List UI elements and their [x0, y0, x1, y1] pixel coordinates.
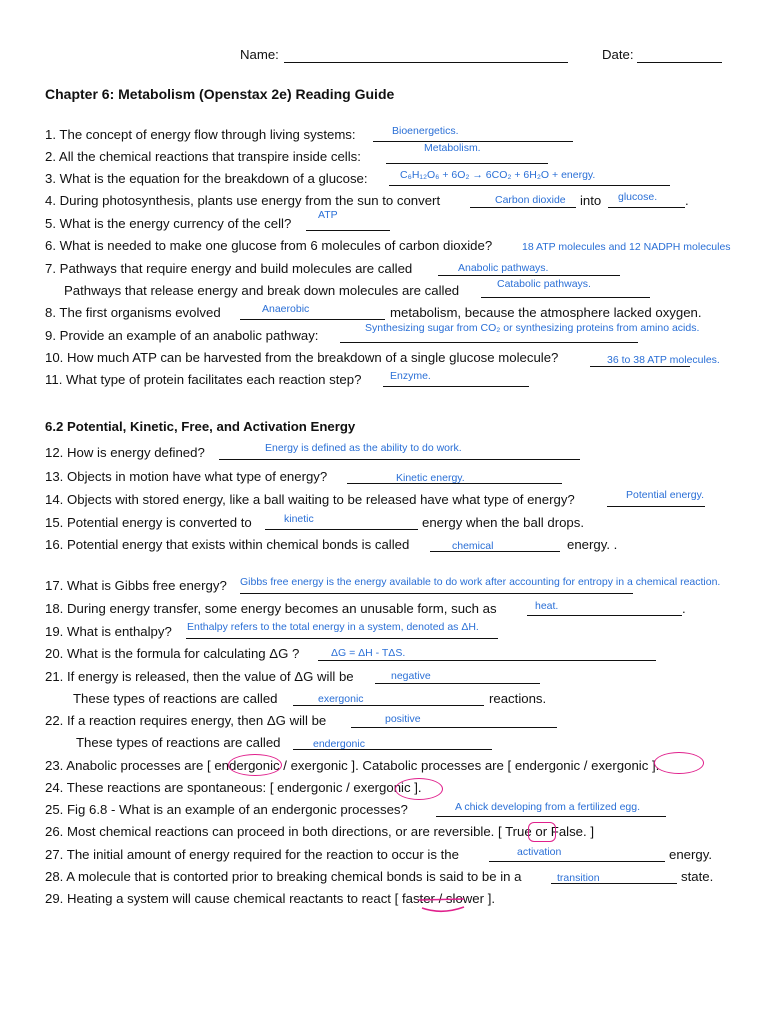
- question-22: 22. If a reaction requires energy, then ΔG will be: [45, 713, 327, 728]
- answer-17: Gibbs free energy is the energy available to do work after accounting for entropy in a chemical reaction.: [240, 576, 721, 588]
- question-16: 16. Potential energy that exists within chemical bonds is called: [45, 537, 410, 552]
- question-27-end: energy.: [669, 847, 713, 862]
- answer-line-16[interactable]: [430, 551, 560, 552]
- question-18-end: .: [682, 601, 686, 616]
- answer-27: activation: [517, 846, 562, 858]
- answer-10: 36 to 38 ATP molecules.: [607, 354, 720, 366]
- answer-7a: Anabolic pathways.: [458, 262, 549, 274]
- page-title: Chapter 6: Metabolism (Openstax 2e) Reading Guide: [45, 86, 395, 102]
- question-15: 15. Potential energy is converted to: [45, 515, 252, 530]
- question-28: 28. A molecule that is contorted prior to breaking chemical bonds is said to be in a: [45, 869, 522, 884]
- question-2: 2. All the chemical reactions that transpire inside cells:: [45, 149, 361, 164]
- question-28-end: state.: [681, 869, 714, 884]
- answer-line-4a[interactable]: [470, 207, 576, 208]
- section-heading: 6.2 Potential, Kinetic, Free, and Activation Energy: [45, 419, 356, 434]
- question-14: 14. Objects with stored energy, like a ball waiting to be released have what type of energy?: [45, 492, 575, 507]
- question-22b: These types of reactions are called: [76, 735, 281, 750]
- question-4-end: .: [685, 193, 689, 208]
- answer-line-14[interactable]: [607, 506, 705, 507]
- answer-14: Potential energy.: [626, 489, 705, 501]
- circle-mark-true: [528, 822, 556, 842]
- answer-4a: Carbon dioxide: [495, 194, 566, 206]
- question-1: 1. The concept of energy flow through living systems:: [45, 127, 356, 142]
- answer-22a: positive: [385, 713, 421, 725]
- answer-line-5[interactable]: [306, 230, 390, 231]
- answer-18: heat.: [535, 600, 559, 612]
- answer-19: Enthalpy refers to the total energy in a system, denoted as ΔH.: [187, 621, 479, 633]
- question-17: 17. What is Gibbs free energy?: [45, 578, 227, 593]
- answer-11: Enzyme.: [390, 370, 431, 382]
- answer-line-12[interactable]: [219, 459, 580, 460]
- question-19: 19. What is enthalpy?: [45, 624, 172, 639]
- question-25: 25. Fig 6.8 - What is an example of an endergonic processes?: [45, 802, 408, 817]
- date-field[interactable]: [637, 62, 722, 63]
- answer-line-10[interactable]: [590, 366, 690, 367]
- answer-line-18[interactable]: [527, 615, 682, 616]
- question-7a: 7. Pathways that require energy and build molecules are called: [45, 261, 413, 276]
- date-label: Date:: [602, 47, 634, 62]
- question-16-end: energy. .: [567, 537, 618, 552]
- answer-5: ATP: [318, 209, 338, 221]
- answer-12: Energy is defined as the ability to do work.: [265, 442, 462, 454]
- answer-2: Metabolism.: [424, 142, 481, 154]
- question-9: 9. Provide an example of an anabolic pathway:: [45, 328, 319, 343]
- answer-3: C₆H₁₂O₆ + 6O₂ → 6CO₂ + 6H₂O + energy.: [400, 169, 596, 181]
- question-27: 27. The initial amount of energy required for the reaction to occur is the: [45, 847, 459, 862]
- question-15-end: energy when the ball drops.: [422, 515, 585, 530]
- answer-line-20[interactable]: [318, 660, 656, 661]
- answer-16: chemical: [452, 540, 494, 552]
- answer-1: Bioenergetics.: [392, 125, 459, 137]
- answer-13: Kinetic energy.: [396, 472, 465, 484]
- answer-28: transition: [557, 872, 600, 884]
- answer-line-8[interactable]: [240, 319, 385, 320]
- answer-line-3[interactable]: [389, 185, 670, 186]
- question-29: 29. Heating a system will cause chemical reactants to react [ faster / slower ].: [45, 891, 496, 906]
- answer-line-21b[interactable]: [293, 705, 484, 706]
- question-6: 6. What is needed to make one glucose from 6 molecules of carbon dioxide?: [45, 238, 493, 253]
- question-10: 10. How much ATP can be harvested from the breakdown of a single glucose molecule?: [45, 350, 559, 365]
- question-23: 23. Anabolic processes are [ endergonic / exergonic ]. Catabolic processes are [ endergonic / exergonic ].: [45, 758, 660, 773]
- answer-line-15[interactable]: [265, 529, 418, 530]
- answer-22b: endergonic: [313, 738, 365, 750]
- name-field[interactable]: [284, 62, 568, 63]
- question-13: 13. Objects in motion have what type of energy?: [45, 469, 328, 484]
- question-4: 4. During photosynthesis, plants use energy from the sun to convert: [45, 193, 441, 208]
- answer-line-4b[interactable]: [608, 207, 685, 208]
- question-8-end: metabolism, because the atmosphere lacked oxygen.: [390, 305, 702, 320]
- question-4-into: into: [580, 193, 602, 208]
- answer-line-9[interactable]: [340, 342, 638, 343]
- answer-line-21a[interactable]: [375, 683, 540, 684]
- answer-20: ΔG = ΔH - TΔS.: [331, 647, 406, 659]
- question-7b: Pathways that release energy and break down molecules are called: [64, 283, 460, 298]
- question-18: 18. During energy transfer, some energy becomes an unusable form, such as: [45, 601, 497, 616]
- question-26: 26. Most chemical reactions can proceed in both directions, or are reversible. [ True or False. ]: [45, 824, 594, 839]
- answer-line-27[interactable]: [489, 861, 665, 862]
- answer-9: Synthesizing sugar from CO₂ or synthesizing proteins from amino acids.: [365, 322, 700, 334]
- answer-line-2[interactable]: [386, 163, 548, 164]
- answer-6: 18 ATP molecules and 12 NADPH molecules: [522, 241, 731, 253]
- question-8: 8. The first organisms evolved: [45, 305, 221, 320]
- answer-line-25[interactable]: [436, 816, 666, 817]
- answer-4b: glucose.: [618, 191, 658, 203]
- answer-7b: Catabolic pathways.: [497, 278, 591, 290]
- circle-mark-exergonic: [654, 752, 704, 774]
- answer-line-11[interactable]: [383, 386, 529, 387]
- answer-line-7a[interactable]: [438, 275, 620, 276]
- question-21: 21. If energy is released, then the value of ΔG will be: [45, 669, 354, 684]
- question-11: 11. What type of protein facilitates each reaction step?: [45, 372, 362, 387]
- question-3: 3. What is the equation for the breakdown of a glucose:: [45, 171, 368, 186]
- question-5: 5. What is the energy currency of the cell?: [45, 216, 292, 231]
- answer-line-7b[interactable]: [481, 297, 650, 298]
- answer-8: Anaerobic: [262, 303, 310, 315]
- answer-21a: negative: [391, 670, 431, 682]
- question-21-end: reactions.: [489, 691, 547, 706]
- name-label: Name:: [240, 47, 279, 62]
- question-21b: These types of reactions are called: [73, 691, 278, 706]
- strike-mark-faster: [412, 888, 472, 914]
- question-24: 24. These reactions are spontaneous: [ endergonic / exergonic ].: [45, 780, 422, 795]
- answer-line-22a[interactable]: [351, 727, 557, 728]
- question-20: 20. What is the formula for calculating ΔG ?: [45, 646, 300, 661]
- answer-21b: exergonic: [318, 693, 364, 705]
- circle-mark-exergonic-2: [395, 778, 443, 800]
- circle-mark-endergonic: [228, 754, 282, 776]
- question-12: 12. How is energy defined?: [45, 445, 205, 460]
- answer-line-19[interactable]: [186, 638, 498, 639]
- answer-25: A chick developing from a fertilized egg.: [455, 801, 641, 813]
- answer-line-17[interactable]: [240, 593, 633, 594]
- answer-15: kinetic: [284, 513, 314, 525]
